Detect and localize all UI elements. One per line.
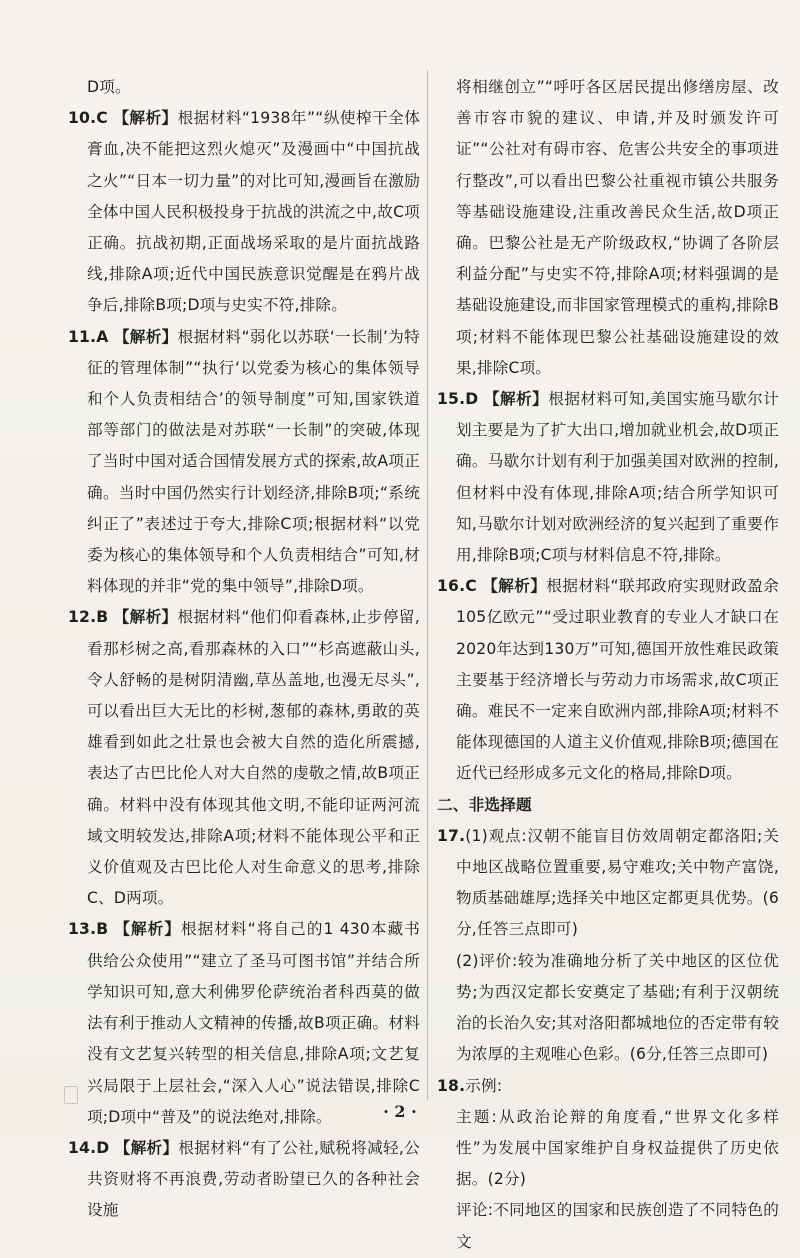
question-number: 10.C bbox=[68, 109, 108, 128]
answer-item bbox=[437, 571, 779, 789]
section-heading: 二、非选择题 bbox=[437, 795, 532, 814]
answer-text: 根据材料“弱化以苏联‘一长制’为特征的管理体制”“执行‘以党委为核心的集体领导和个人负责相结合’的领导制度”可知,国家铁道部等部门的做法是对苏联“一长制”的突破,体现了当时中国对适合国情发展方式的探索,故A项正确。当时中国仍然实行计划经济,排除B项;“系统纠正了”表述过于夸大,排除C项;根据材料“以党委为核心的集体领导和个人负责相结合”可知,材料体现的并非“党的集中领导”,排除D项。 bbox=[87, 327, 420, 596]
analysis-tag: 【解析】 bbox=[483, 390, 549, 409]
answer-item bbox=[437, 384, 779, 571]
analysis-tag: 【解析】 bbox=[482, 577, 547, 596]
analysis-tag: 【解析】 bbox=[113, 327, 178, 346]
column-divider bbox=[427, 70, 428, 1100]
question-number: 13.B bbox=[68, 920, 109, 939]
answer-text: 根据材料“他们仰看森林,止步停留,看那杉树之高,看那森林的入口”“杉高遮蔽山头,令人舒畅的是树阴清幽,草丛盖地,也漫无尽头”,可以看出巨大无比的杉树,葱郁的森林,勇敢的英雄看到如此之壮景也会被大自然的造化所震撼,表达了古巴比伦人对大自然的虔敬之情,故B项正确。材料中没有体现其他文明,不能印证两河流域文明较发达,排除A项;材料不能体现公平和正义价值观及古巴比伦人对生命意义的思考,排除C、D两项。 bbox=[87, 608, 420, 908]
answer-subpart: 评论:不同地区的国家和民族创造了不同特色的文 bbox=[456, 1201, 779, 1251]
analysis-tag: 【解析】 bbox=[113, 109, 178, 128]
question-number: 17. bbox=[437, 826, 466, 845]
continued-text: D项。 bbox=[87, 78, 131, 96]
analysis-tag: 【解析】 bbox=[114, 920, 182, 939]
question-number: 14.D bbox=[68, 1138, 110, 1157]
analysis-tag: 【解析】 bbox=[114, 1138, 179, 1157]
answer-item bbox=[68, 602, 420, 914]
question-number: 16.C bbox=[437, 577, 477, 596]
answer-text: 根据材料“有了公社,赋税将减轻,公共资财将不再浪费,劳动者盼望已久的各种社会设施 bbox=[87, 1138, 420, 1220]
right-column bbox=[437, 72, 779, 1258]
analysis-tag: 【解析】 bbox=[113, 608, 178, 627]
answer-text: (1)观点:汉朝不能盲目仿效周朝定都洛阳;关中地区战略位置重要,易守难攻;关中物产富饶,物质基础雄厚;选择关中地区定都更具优势。(6分,任答三点即可) bbox=[456, 826, 779, 939]
question-number: 11.A bbox=[68, 327, 109, 346]
answer-item bbox=[68, 914, 420, 1132]
answer-item bbox=[68, 103, 420, 321]
question-number: 12.B bbox=[68, 608, 109, 627]
answer-item bbox=[68, 322, 420, 603]
answer-text: 示例: bbox=[465, 1076, 503, 1095]
page-number: · 2 · bbox=[383, 1102, 417, 1121]
continued-text: 将相继创立”“呼吁各区居民提出修缮房屋、改善市容市貌的建议、申请,并及时颁发许可证”“公社对有碍市容、危害公共安全的事项进行整改”,可以看出巴黎公社重视市镇公共服务等基础设施建设,注重改善民众生活,故D项正确。巴黎公社是无产阶级政权,“协调了各阶层利益分配”与史实不符,排除A项;材料强调的是基础设施建设,而非国家管理模式的重构,排除B项;材料不能体现巴黎公社基础设施建设的效果,排除C项。 bbox=[456, 78, 779, 377]
answer-text: 根据材料可知,美国实施马歇尔计划主要是为了扩大出口,增加就业机会,故D项正确。马歇尔计划有利于加强美国对欧洲的控制,但材料中没有体现,排除A项;结合所学知识可知,马歇尔计划对欧洲经济的复兴起到了重要作用,排除B项;C项与材料信息不符,排除。 bbox=[456, 390, 779, 565]
left-column bbox=[68, 72, 420, 1227]
answer-text: 根据材料“将自己的1 430本藏书供给公众使用”“建立了圣马可图书馆”并结合所学知识可知,意大利佛罗伦萨统治者科西莫的做法有利于推动人文精神的传播,故B项正确。材料没有文艺复兴转型的相关信息,排除A项;文艺复兴局限于上层社会,“深入人心”说法错误,排除C项;D项中“普及”的说法绝对,排除。 bbox=[87, 920, 420, 1126]
question-number: 18. bbox=[437, 1076, 466, 1095]
answer-text: 根据材料“1938年”“纵使榨干全体膏血,决不能把这烈火熄灭”及漫画中“中国抗战之火”“日本一切力量”的对比可知,漫画旨在激励全体中国人民积极投身于抗战的洪流之中,故C项正确。抗战初期,正面战场采取的是片面抗战路线,排除A项;近代中国民族意识觉醒是在鸦片战争后,排除B项;D项与史实不符,排除。 bbox=[87, 109, 420, 315]
answer-item bbox=[68, 1133, 420, 1227]
answer-item bbox=[437, 1071, 779, 1102]
question-number: 15.D bbox=[437, 390, 479, 409]
answer-text: 根据材料“联邦政府实现财政盈余105亿欧元”“受过职业教育的专业人才缺口在2020年达到130万”可知,德国开放性难民政策主要基于经济增长与劳动力市场需求,故C项正确。难民不一定来自欧洲内部,排除A项;材料不能体现德国的人道主义价值观,排除B项;德国在近代已经形成多元文化的格局,排除D项。 bbox=[456, 577, 779, 783]
answer-item bbox=[437, 821, 779, 946]
answer-subpart: 主题:从政治论辩的角度看,“世界文化多样性”为发展中国家维护自身权益提供了历史依据。(2分) bbox=[456, 1107, 779, 1189]
answer-subpart: (2)评价:较为准确地分析了关中地区的区位优势;为西汉定都长安奠定了基础;有利于汉朝统治的长治久安;其对洛阳都城地位的否定带有较为浓厚的主观唯心色彩。(6分,任答三点即可) bbox=[456, 951, 779, 1064]
